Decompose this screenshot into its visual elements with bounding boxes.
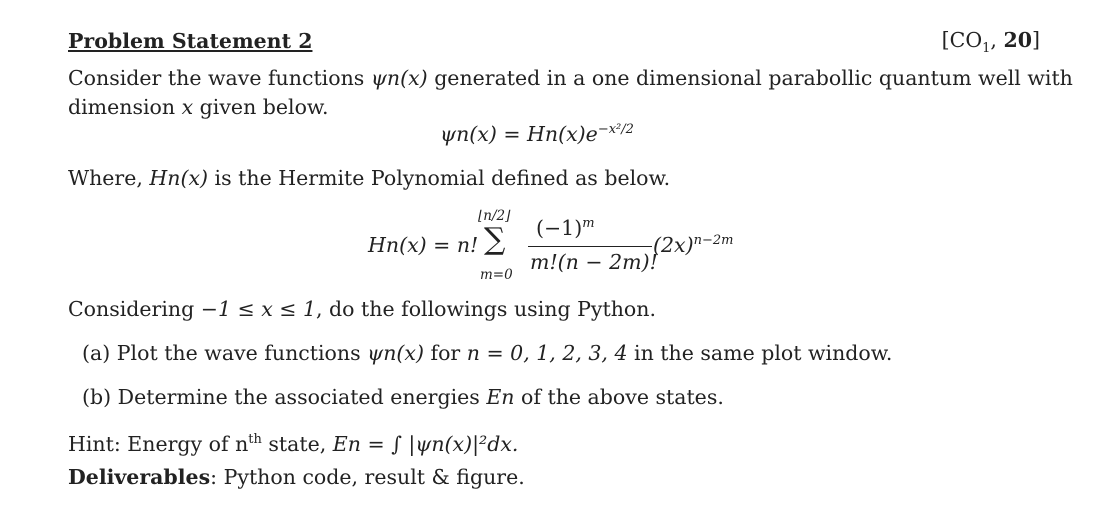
psi-n-x: ψn(x) bbox=[370, 66, 428, 90]
intro-line-1 bbox=[68, 65, 1073, 91]
task-b-label: (b) bbox=[82, 385, 112, 409]
hint-text: state, bbox=[261, 431, 333, 456]
task-b-text-a: Determine the associated energies bbox=[117, 385, 487, 409]
deliverables-line bbox=[68, 464, 525, 490]
eq2-num-exp: m bbox=[582, 216, 595, 232]
hermite-symbol: Hn(x) bbox=[149, 166, 209, 190]
fraction-bar bbox=[528, 246, 652, 247]
hint-line bbox=[68, 427, 518, 457]
eq2-lhs: Hn(x) = n! bbox=[368, 233, 479, 257]
co-sub: 1 bbox=[982, 41, 991, 57]
eq1-lhs: ψn(x) = Hn(x)e bbox=[440, 122, 598, 146]
range-text-a: Considering bbox=[68, 297, 201, 321]
hermite-text-b: is the Hermite Polynomial defined as below. bbox=[208, 166, 671, 190]
fraction-numerator bbox=[536, 216, 595, 240]
n-values: n = 0, 1, 2, 3, 4 bbox=[466, 341, 628, 365]
intro-text-2a: dimension bbox=[68, 95, 182, 119]
deliverables-label: Deliverables bbox=[68, 465, 211, 489]
task-a-psi: ψn(x) bbox=[367, 341, 424, 365]
eq1-exponent: −x²/2 bbox=[597, 122, 634, 138]
intro-line-2 bbox=[68, 94, 329, 120]
eq2-tail-base: (2x) bbox=[653, 233, 694, 257]
range-expr: −1 ≤ x ≤ 1 bbox=[200, 297, 317, 321]
deliverables-text: : Python code, result & figure. bbox=[210, 465, 525, 489]
summation-symbol: ∑ bbox=[484, 222, 506, 257]
co-label: CO bbox=[949, 28, 983, 52]
fraction-denominator: m!(n − 2m)! bbox=[530, 250, 658, 274]
task-a bbox=[82, 340, 892, 366]
eq2-num: (−1) bbox=[536, 216, 583, 240]
hint-expr: En = ∫ |ψn(x)|²dx. bbox=[332, 431, 519, 456]
task-b-text-b: of the above states. bbox=[514, 385, 724, 409]
eq2-tail-exp: n−2m bbox=[693, 233, 734, 249]
task-a-text-b: for bbox=[423, 341, 467, 365]
eq2-tail bbox=[653, 233, 733, 257]
wave-function-equation bbox=[440, 122, 634, 146]
energy-symbol: En bbox=[486, 385, 515, 409]
task-a-label: (a) bbox=[82, 341, 111, 365]
task-a-text-a: Plot the wave functions bbox=[116, 341, 368, 365]
task-a-text-c: in the same plot window. bbox=[627, 341, 893, 365]
var-x: x bbox=[181, 95, 194, 119]
sum-lower-limit: m=0 bbox=[480, 267, 513, 283]
intro-text-1b: generated in a one dimensional parabollic quantum well with bbox=[427, 66, 1073, 90]
problem-title: Problem Statement 2 bbox=[68, 29, 313, 53]
intro-text-1a: Consider the wave functions bbox=[68, 66, 371, 90]
hermite-text-a: Where, bbox=[68, 166, 150, 190]
course-outcome-tag: [$CO_1$, 20] bbox=[941, 28, 1040, 57]
hint-sup: th bbox=[248, 432, 262, 447]
range-line bbox=[68, 296, 656, 322]
marks: 20 bbox=[1003, 28, 1032, 52]
intro-text-2b: given below. bbox=[193, 95, 329, 119]
sum-upper-limit: ⌊n/2⌋ bbox=[478, 208, 511, 224]
hermite-intro bbox=[68, 165, 670, 191]
task-b bbox=[82, 384, 724, 410]
range-text-b: , do the followings using Python. bbox=[316, 297, 656, 321]
hint-label: Hint: Energy of n bbox=[68, 431, 249, 456]
